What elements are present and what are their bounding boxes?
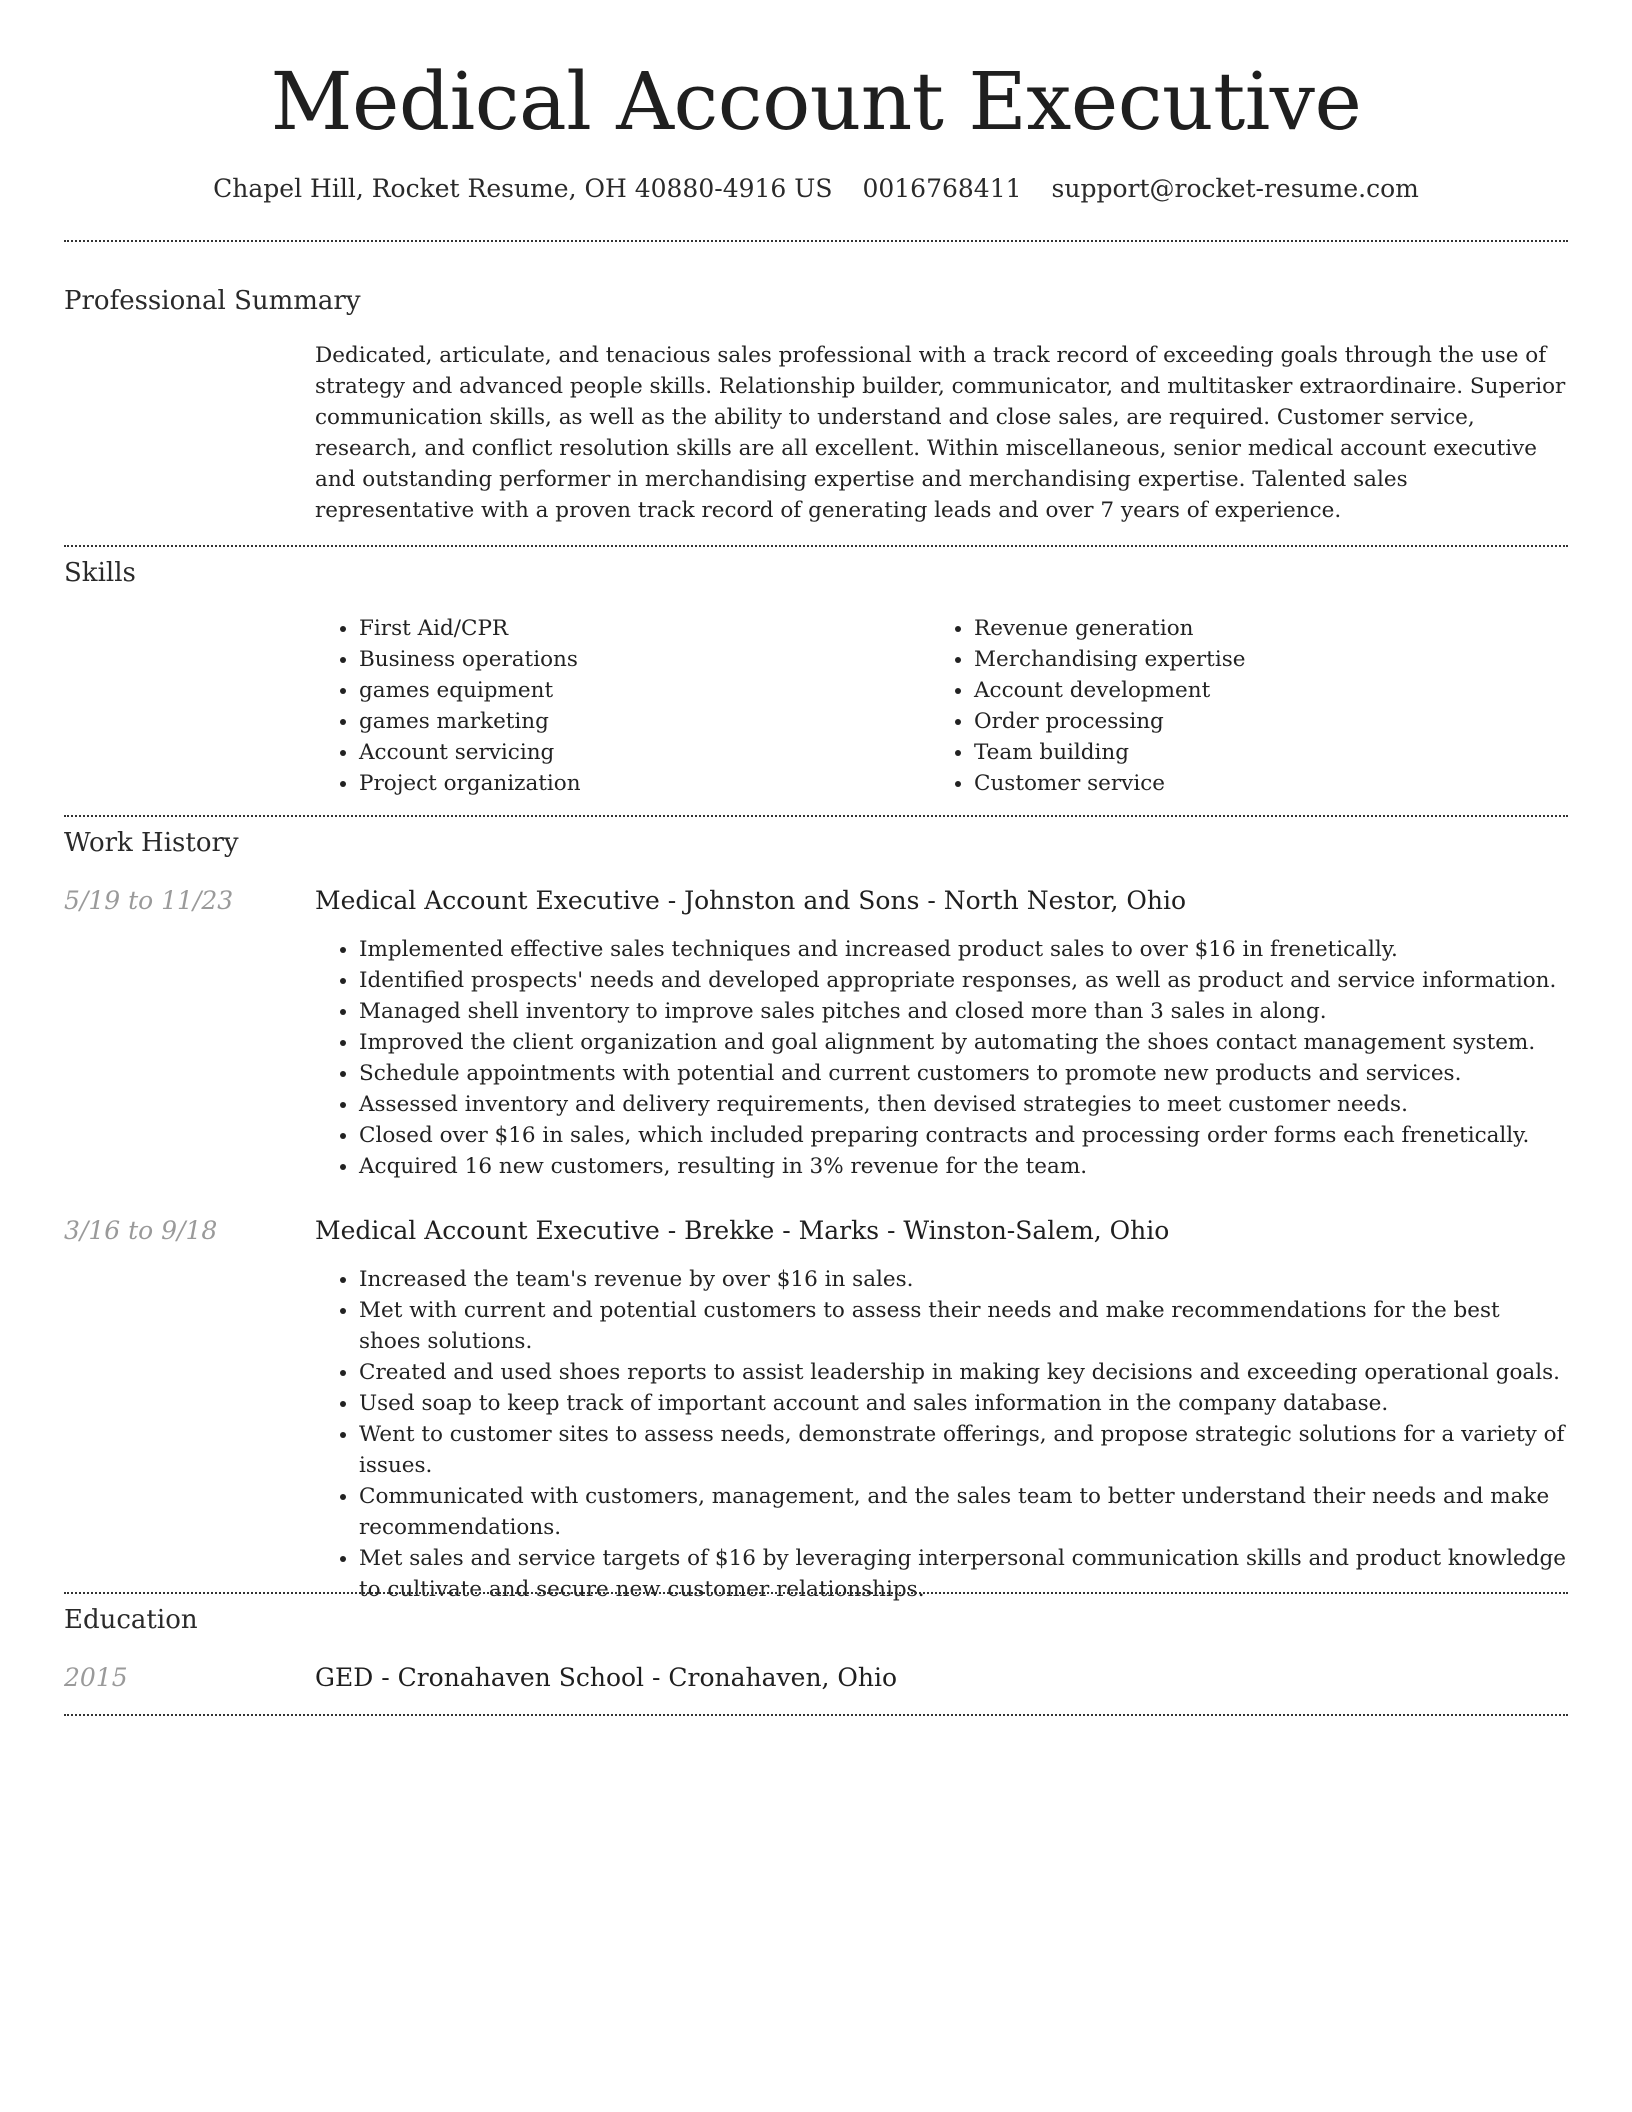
job-bullet: • Assessed inventory and delivery requirements, then devised strategies to meet customer needs.: [359, 1089, 1567, 1120]
header-divider: [64, 240, 1568, 242]
skills-heading: Skills: [64, 558, 136, 588]
job-bullet: • Met sales and service targets of $16 by leveraging interpersonal communication skills and product knowledge to cultivate and secure new customer relationships.: [359, 1543, 1567, 1605]
skill-item: • Customer service: [974, 768, 1530, 799]
skill-item: • games equipment: [359, 675, 915, 706]
skill-item: • Merchandising expertise: [974, 644, 1530, 675]
job-bullets: [315, 1264, 1567, 1605]
education-heading: Education: [64, 1605, 198, 1635]
summary-text: Dedicated, articulate, and tenacious sales professional with a track record of exceeding goals through the use of strategy and advanced people skills. Relationship builder, communicator, and multitasker extraordinaire. Superior communication skills, as well as the ability to understand and close sales, are required. Customer service, research, and conflict resolution skills are all excellent. Within miscellaneous, senior medical account executive and outstanding performer in merchandising expertise and merchandising expertise. Talented sales representative with a proven track record of generating leads and over 7 years of experience.: [315, 343, 1566, 523]
job-title: Medical Account Executive - Johnston and Sons - North Nestor, Ohio: [315, 886, 1187, 915]
job-bullet: • Closed over $16 in sales, which included preparing contracts and processing order forms each frenetically.: [359, 1120, 1567, 1151]
job-bullet: • Identified prospects' needs and developed appropriate responses, as well as product and service information.: [359, 965, 1567, 996]
skill-item: • Team building: [974, 737, 1530, 768]
job-bullet: • Met with current and potential customers to assess their needs and make recommendations for the best shoes solutions.: [359, 1295, 1567, 1357]
skill-item: • First Aid/CPR: [359, 613, 915, 644]
job-bullet: • Acquired 16 new customers, resulting in 3% revenue for the team.: [359, 1151, 1567, 1182]
job-bullet: • Managed shell inventory to improve sales pitches and closed more than 3 sales in along.: [359, 996, 1567, 1027]
job-bullet: • Used soap to keep track of important account and sales information in the company database.: [359, 1388, 1567, 1419]
contact-address: Chapel Hill, Rocket Resume, OH 40880-4916 US: [213, 174, 833, 203]
job-bullets: [315, 934, 1567, 1182]
contact-phone: 0016768411: [862, 174, 1022, 203]
skills-list-left: [315, 613, 915, 799]
education-degree: GED - Cronahaven School - Cronahaven, Ohio: [315, 1663, 898, 1692]
job-bullet: • Implemented effective sales techniques and increased product sales to over $16 in frenetically.: [359, 934, 1567, 965]
job-dates: 5/19 to 11/23: [64, 886, 234, 915]
job-bullet: • Increased the team's revenue by over $16 in sales.: [359, 1264, 1567, 1295]
job-bullet: • Went to customer sites to assess needs, demonstrate offerings, and propose strategic solutions for a variety of issues.: [359, 1419, 1567, 1481]
skill-item: • Order processing: [974, 706, 1530, 737]
skills-divider: [64, 815, 1568, 817]
work-heading: Work History: [64, 828, 239, 858]
skill-item: • Project organization: [359, 768, 915, 799]
contact-line: [0, 172, 1632, 206]
skill-item: • games marketing: [359, 706, 915, 737]
work-divider: [64, 1592, 1568, 1594]
summary-divider: [64, 545, 1568, 547]
skill-item: • Account development: [974, 675, 1530, 706]
skills-list-right: [930, 613, 1530, 799]
job-dates: 3/16 to 9/18: [64, 1216, 218, 1245]
education-divider: [64, 1714, 1568, 1716]
job-bullet: • Created and used shoes reports to assist leadership in making key decisions and exceeding operational goals.: [359, 1357, 1567, 1388]
skill-item: • Business operations: [359, 644, 915, 675]
education-date: 2015: [64, 1663, 128, 1692]
job-bullet: • Improved the client organization and goal alignment by automating the shoes contact management system.: [359, 1027, 1567, 1058]
candidate-name: Medical Account Executive: [270, 55, 1362, 148]
job-bullet: • Schedule appointments with potential and current customers to promote new products and services.: [359, 1058, 1567, 1089]
skill-item: • Revenue generation: [974, 613, 1530, 644]
contact-email[interactable]: support@rocket-resume.com: [1051, 174, 1419, 203]
job-title: Medical Account Executive - Brekke - Marks - Winston-Salem, Ohio: [315, 1216, 1170, 1245]
summary-heading: Professional Summary: [64, 286, 361, 316]
skill-item: • Account servicing: [359, 737, 915, 768]
job-bullet: • Communicated with customers, management, and the sales team to better understand their needs and make recommendations.: [359, 1481, 1567, 1543]
